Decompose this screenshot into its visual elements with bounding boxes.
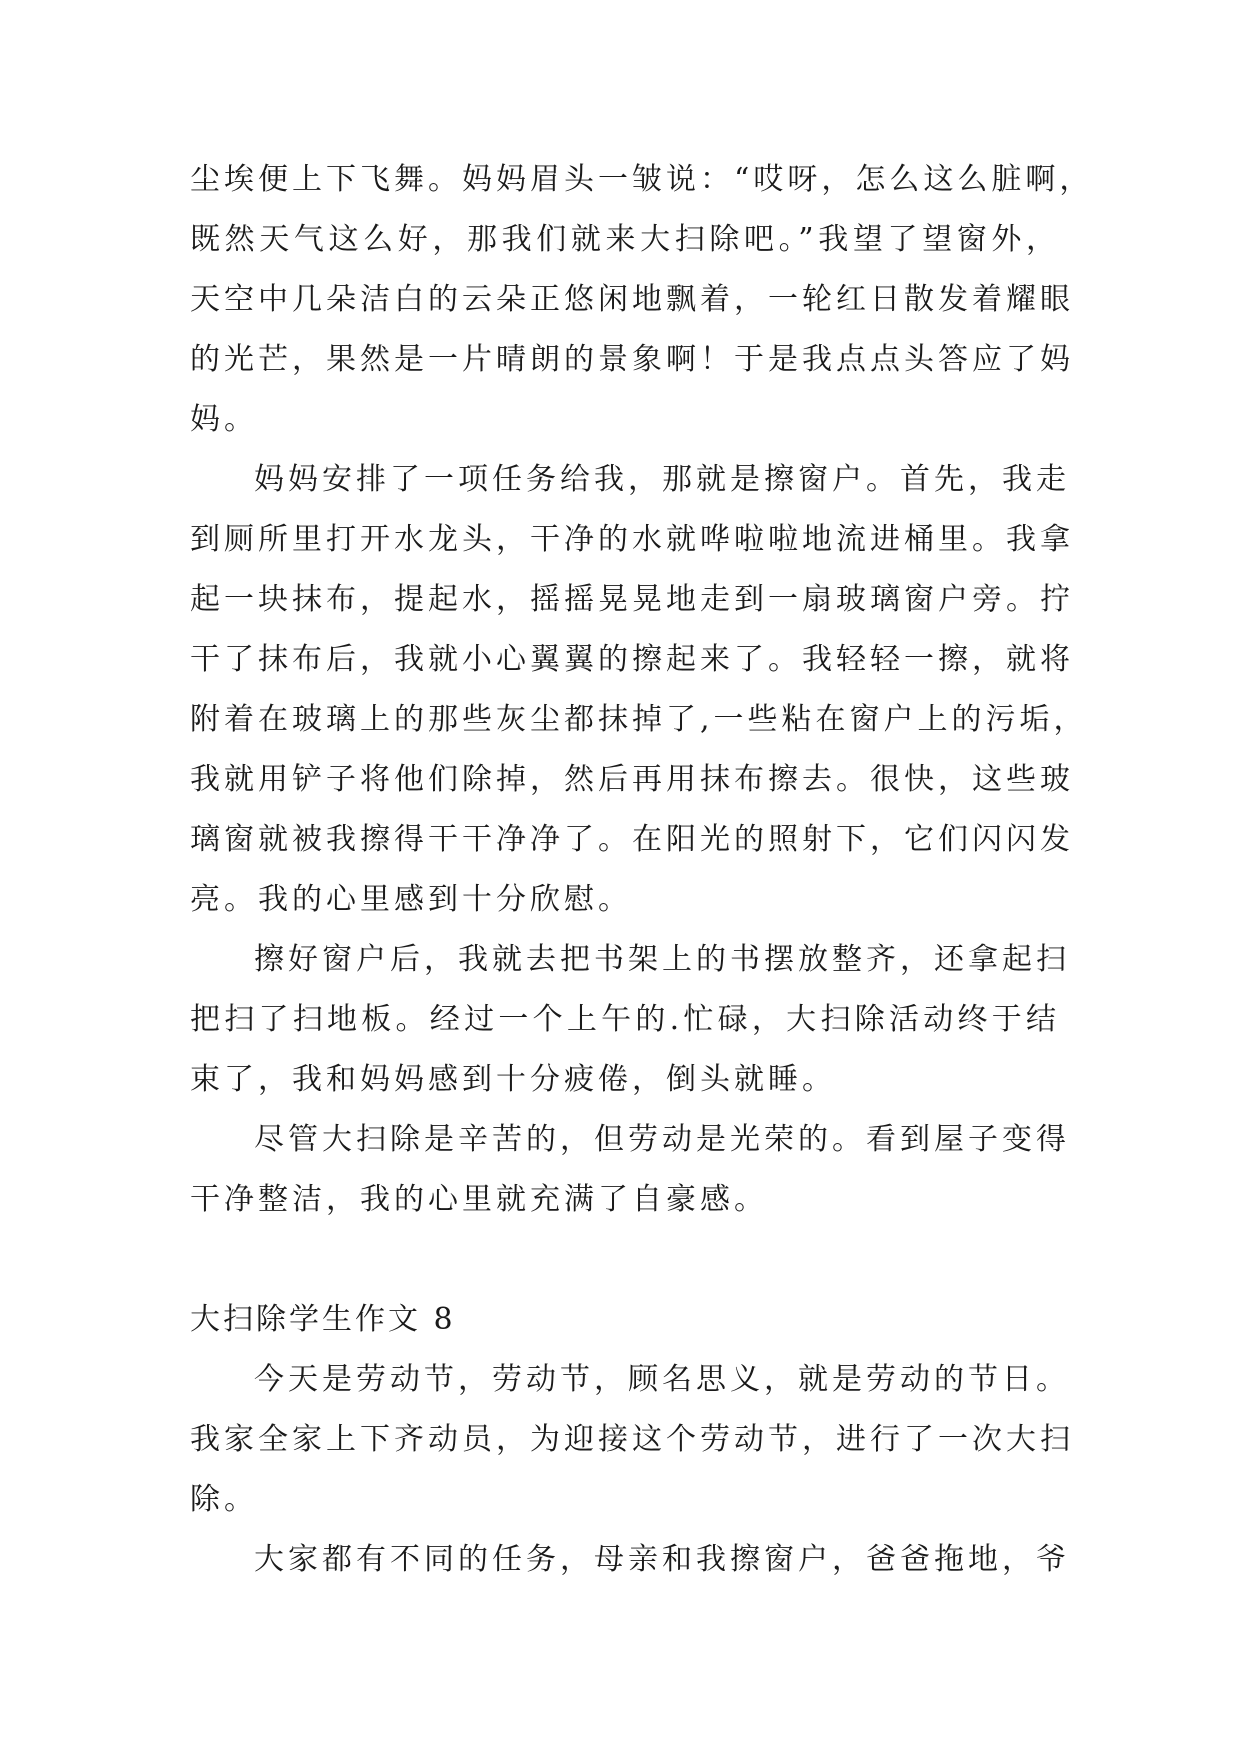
text-line: 束了，我和妈妈感到十分疲倦，倒头就睡。: [190, 1062, 836, 1097]
paragraph-2: [190, 450, 1088, 930]
text-line: 干了抹布后，我就小心翼翼的擦起来了。我轻轻一擦，就将: [190, 642, 1074, 677]
paragraph-5: [190, 1350, 1074, 1530]
text-line: 附着在玻璃上的那些灰尘都抹掉了,一些粘在窗户上的污垢，: [190, 702, 1088, 737]
text-line: 尘埃便上下飞舞。妈妈眉头一皱说：“哎呀，怎么这么脏啊，: [190, 162, 1094, 197]
text-line: 今天是劳动节，劳动节，顾名思义，就是劳动的节日。: [254, 1362, 1070, 1397]
paragraph-4: [190, 1110, 1070, 1230]
text-line: 既然天气这么好，那我们就来大扫除吧。”我望了望窗外，: [190, 222, 1060, 257]
section-gap: [190, 1230, 1060, 1290]
text-line: 妈。: [190, 402, 258, 437]
text-line: 璃窗就被我擦得干干净净了。在阳光的照射下，它们闪闪发: [190, 822, 1074, 857]
paragraph-3: [190, 930, 1070, 1110]
text-line: 尽管大扫除是辛苦的，但劳动是光荣的。看到屋子变得: [254, 1122, 1070, 1157]
text-line: 天空中几朵洁白的云朵正悠闲地飘着，一轮红日散发着耀眼: [190, 282, 1074, 317]
text-line: 我就用铲子将他们除掉，然后再用抹布擦去。很快，这些玻: [190, 762, 1074, 797]
text-line: 起一块抹布，提起水，摇摇晃晃地走到一扇玻璃窗户旁。拧: [190, 582, 1074, 617]
essay-body: [190, 150, 1094, 1590]
text-line: 到厕所里打开水龙头，干净的水就哗啦啦地流进桶里。我拿: [190, 522, 1074, 557]
text-line: 擦好窗户后，我就去把书架上的书摆放整齐，还拿起扫: [254, 942, 1070, 977]
text-line: 除。: [190, 1482, 258, 1517]
paragraph-1: [190, 150, 1094, 450]
text-line: 妈妈安排了一项任务给我，那就是擦窗户。首先，我走: [254, 462, 1070, 497]
text-line: 我家全家上下齐动员，为迎接这个劳动节，进行了一次大扫: [190, 1422, 1074, 1457]
section-heading: 大扫除学生作文 8: [190, 1302, 456, 1337]
text-line: 亮。我的心里感到十分欣慰。: [190, 882, 632, 917]
paragraph-6: [190, 1530, 1070, 1590]
text-line: 的光芒，果然是一片晴朗的景象啊！于是我点点头答应了妈: [190, 342, 1074, 377]
text-line: 干净整洁，我的心里就充满了自豪感。: [190, 1182, 768, 1217]
text-line: 大家都有不同的任务，母亲和我擦窗户，爸爸拖地，爷: [254, 1542, 1070, 1577]
text-line: 把扫了扫地板。经过一个上午的.忙碌，大扫除活动终于结: [190, 1002, 1060, 1037]
